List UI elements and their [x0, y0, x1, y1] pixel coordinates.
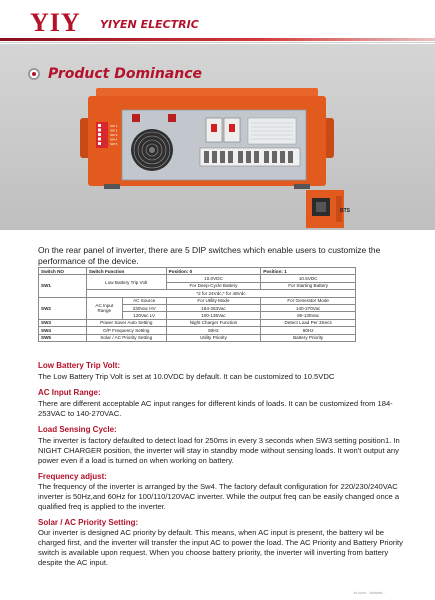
sw3-pos1: Detect Load Per 3Secs — [261, 319, 356, 326]
sw2-source-1: 230Vac HV — [122, 304, 166, 311]
sw1-function: Low Battery Trip Volt — [86, 275, 166, 290]
sw3-pos0: Night Charger Function — [166, 319, 261, 326]
dip-label-sw2: SW 2 — [110, 128, 118, 133]
header — [0, 0, 435, 44]
sw4-pos1: 60Hz — [261, 327, 356, 334]
header-divider-thin — [0, 42, 435, 43]
bts-label: BTS — [340, 208, 350, 214]
ac-input-title: AC Input Range: — [38, 388, 101, 397]
sw5-pos0: Utility Priority — [166, 334, 261, 341]
dip-label-sw3: SW 3 — [110, 133, 118, 137]
section-title — [28, 66, 202, 82]
table-row — [39, 275, 356, 282]
sw1-pos1-value: 10.5VDC — [261, 275, 356, 282]
ac-input-body: There are different acceptable AC input ranges for different kinds of loads. It can be customized from 184-253VAC to 140-270VAC. — [38, 399, 393, 418]
sw5-function: Solar / AC Priority Setting — [86, 334, 166, 341]
sw3-function: Power Saver Auto Setting — [86, 319, 166, 326]
sw2-pos1-1: 140-270Vac — [261, 304, 356, 311]
sw5-no: SW5 — [39, 334, 87, 341]
sw1-pos0-value: 10.0VDC — [166, 275, 261, 282]
sw2-source-2: 120Vac LV — [122, 312, 166, 319]
sw2-pos1-2: 80-135Vac — [261, 312, 356, 319]
frequency-title: Frequency adjust: — [38, 472, 107, 481]
header-position-1: Position: 1 — [261, 268, 356, 275]
company-logo: YIY — [30, 8, 81, 37]
sw2-function: AC Input Range — [86, 297, 122, 319]
table-row — [39, 290, 356, 297]
sw1-no: SW1 — [39, 275, 87, 297]
table-header-row — [39, 268, 356, 275]
sw4-pos0: 50Hz — [166, 327, 261, 334]
sw1-pos0-desc: For Deep-Cycle Battery — [166, 282, 261, 289]
sw2-pos0-2: 100-135Vac — [166, 312, 261, 319]
dip-switch-block — [96, 122, 108, 148]
header-divider — [0, 38, 435, 41]
sw2-pos1-0: For Generator Mode — [261, 297, 356, 304]
sw2-pos0-1: 184-253Vac — [166, 304, 261, 311]
load-sensing-title: Load Sensing Cycle: — [38, 425, 117, 434]
priority-body: Our inverter is designed AC priority by default. This means, when AC input is present, the battery wil be charged first, and the inverter will transfer the input AC to power the load. The AC Priority and Battery Priority switch is available upon request. When you choose battery priority, the inverter will inverting from battery despite the AC input. — [38, 528, 403, 567]
low-battery-body: The Low Battery Trip Volt is set at 10.0VDC by default. It can be customized to 10.5VDC — [38, 372, 335, 381]
sw1-pos1-desc: For Starting Battery — [261, 282, 356, 289]
section-title-text: Product Dominance — [48, 66, 203, 82]
dip-switch-table — [38, 267, 356, 342]
watermark: fx.com · dolomit... — [354, 590, 386, 595]
table-row — [39, 327, 356, 334]
low-battery-title: Low Battery Trip Volt: — [38, 361, 121, 370]
header-position-0: Position: 0 — [166, 268, 261, 275]
header-switch-no: Switch NO — [39, 268, 87, 275]
dip-label-sw4: SW 4 — [110, 137, 118, 142]
table-row — [39, 297, 356, 304]
frequency-body: The frequency of the inverter is arranged by the Sw4. The factory default configuration for 220/230/240VAC inverter is 50Hz,and 60Hz for 100/110/120VAC inverter. While the output freq can be easily changed once a qualified freq is applied to the inverter. — [38, 482, 400, 511]
sw2-source-0: AC Source — [122, 297, 166, 304]
table-row — [39, 319, 356, 326]
sw1-note: *2 for 24Vdc,* for 48Vdc — [86, 290, 355, 297]
priority-title: Solar / AC Priority Setting: — [38, 518, 139, 527]
header-switch-function: Switch Function — [86, 268, 166, 275]
sw3-no: SW3 — [39, 319, 87, 326]
brand-name: YIYEN ELECTRIC — [100, 18, 199, 31]
intro-text: On the rear panel of inverter, there are 5 DIP switches which enable users to customize the performance of the device. — [38, 245, 381, 266]
bullet-icon — [28, 68, 40, 80]
dip-label-sw1: SW 1 — [110, 124, 118, 128]
inverter-rear-panel-image — [78, 88, 336, 190]
sw2-no: SW2 — [39, 297, 87, 319]
sw4-no: SW4 — [39, 327, 87, 334]
sw5-pos1: Battery Priority — [261, 334, 356, 341]
load-sensing-body: The inverter is factory defaulted to detect load for 250ms in every 3 seconds when SW3 setting position1. In NIGHT CHARGER position, the inverter will stay in standby mode without sensing loads. It won't output any power even if a load is turned on when working on battery. — [38, 436, 400, 465]
table-row — [39, 334, 356, 341]
dip-label-sw5: SW 5 — [110, 142, 118, 146]
sw2-pos0-0: For Utility Mode — [166, 297, 261, 304]
sw4-function: O/P Frequency Setting — [86, 327, 166, 334]
